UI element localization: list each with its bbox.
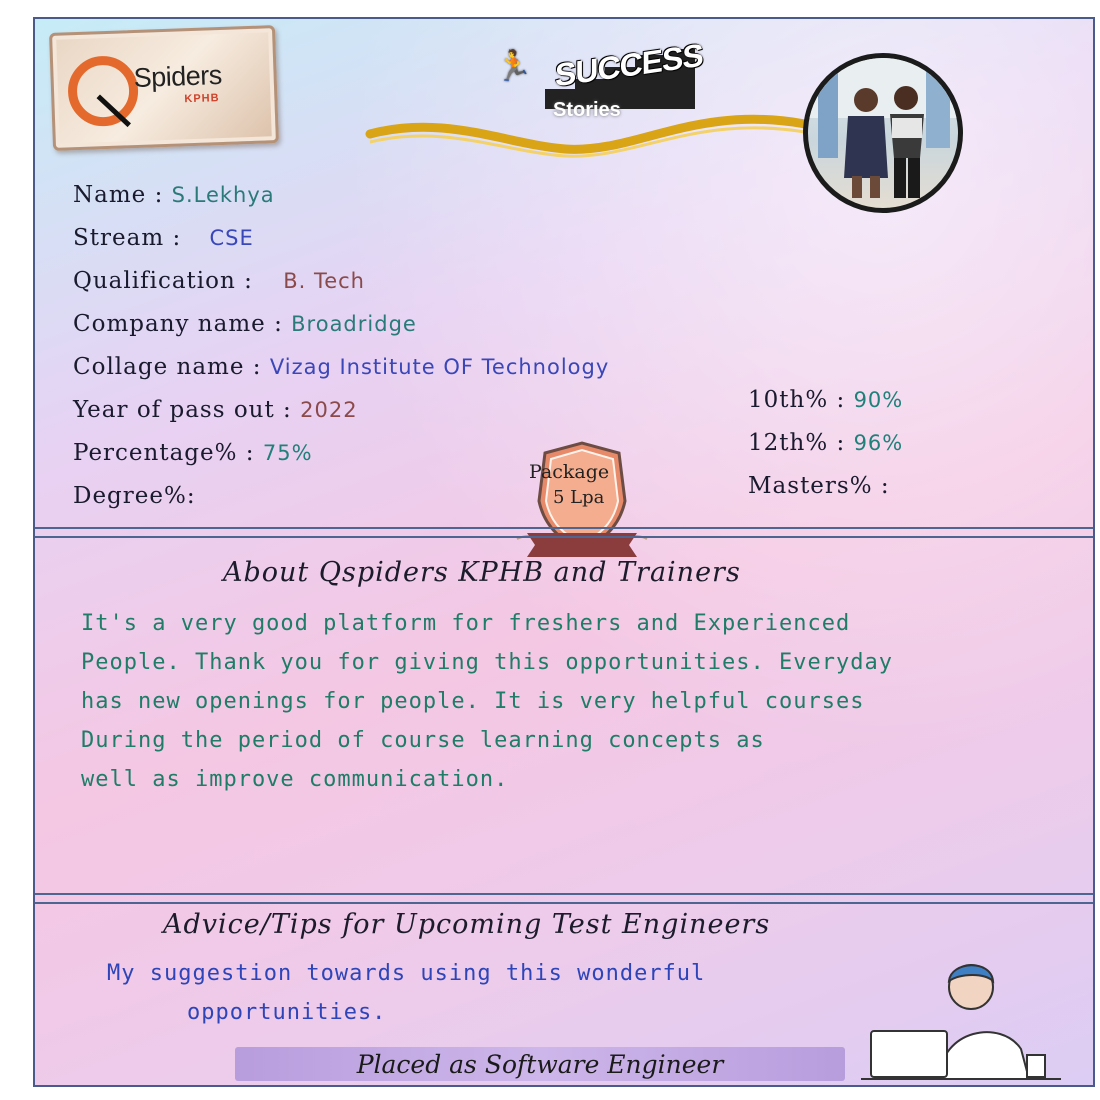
stream-value: CSE bbox=[209, 226, 254, 250]
placement-banner bbox=[235, 1047, 845, 1081]
about-line: During the period of course learning concepts as bbox=[81, 728, 765, 753]
degree-label: Degree%: bbox=[73, 483, 196, 509]
name-row bbox=[73, 182, 275, 208]
runner-icon: 🏃 bbox=[495, 49, 533, 84]
twelfth-label: 12th% : bbox=[748, 430, 846, 456]
pass-out-value: 2022 bbox=[300, 398, 358, 422]
about-paragraph bbox=[81, 604, 1091, 799]
pass-out-row bbox=[73, 397, 358, 423]
twelfth-value: 96% bbox=[853, 431, 904, 455]
stories-word: Stories bbox=[553, 99, 621, 121]
student-photo bbox=[803, 53, 963, 213]
qualification-row bbox=[73, 268, 365, 294]
name-label: Name : bbox=[73, 182, 164, 208]
advice-line: opportunities. bbox=[187, 1000, 387, 1025]
success-story-card bbox=[33, 17, 1095, 1087]
tenth-value: 90% bbox=[853, 388, 904, 412]
qualification-value: B. Tech bbox=[283, 269, 365, 293]
about-line: well as improve communication. bbox=[81, 767, 509, 792]
college-label: Collage name : bbox=[73, 354, 262, 380]
gold-swoosh-decoration bbox=[365, 94, 835, 174]
pass-out-label: Year of pass out : bbox=[73, 397, 292, 423]
college-value: Vizag Institute OF Technology bbox=[269, 355, 610, 379]
stream-row bbox=[73, 225, 254, 251]
success-word: SUCCESS bbox=[555, 36, 703, 94]
about-title: About Qspiders KPHB and Trainers bbox=[223, 557, 741, 588]
masters-label: Masters% : bbox=[748, 473, 890, 499]
college-row bbox=[73, 354, 609, 380]
section-divider bbox=[35, 527, 1093, 538]
masters-row bbox=[748, 473, 890, 499]
name-value: S.Lekhya bbox=[171, 183, 275, 207]
tenth-label: 10th% : bbox=[748, 387, 846, 413]
section-divider bbox=[35, 893, 1093, 904]
degree-row bbox=[73, 483, 196, 509]
logo-brand-text: Spiders bbox=[133, 59, 223, 94]
about-line: It's a very good platform for freshers and Experienced bbox=[81, 611, 851, 636]
advice-title: Advice/Tips for Upcoming Test Engineers bbox=[163, 909, 771, 940]
company-value: Broadridge bbox=[291, 312, 417, 336]
stream-label: Stream : bbox=[73, 225, 182, 251]
percentage-row bbox=[73, 440, 313, 466]
logo-branch-text: KPHB bbox=[184, 92, 220, 106]
about-line: People. Thank you for giving this opportunities. Everyday bbox=[81, 650, 893, 675]
advice-paragraph bbox=[107, 954, 887, 1032]
company-row bbox=[73, 311, 417, 337]
qualification-label: Qualification : bbox=[73, 268, 253, 294]
package-label: Package bbox=[529, 461, 610, 483]
about-line: has new openings for people. It is very helpful courses bbox=[81, 689, 865, 714]
logo-pointer-icon bbox=[94, 91, 135, 132]
percentage-value: 75% bbox=[262, 441, 313, 465]
twelfth-row bbox=[748, 430, 903, 456]
laptop-worker-illustration bbox=[861, 959, 1061, 1085]
package-value: 5 Lpa bbox=[553, 487, 605, 508]
package-badge bbox=[507, 441, 657, 566]
advice-line: My suggestion towards using this wonderful bbox=[107, 961, 706, 986]
company-label: Company name : bbox=[73, 311, 283, 337]
qspiders-logo bbox=[49, 25, 279, 151]
percentage-label: Percentage% : bbox=[73, 440, 255, 466]
placement-text: Placed as Software Engineer bbox=[356, 1050, 724, 1079]
tenth-row bbox=[748, 387, 903, 413]
